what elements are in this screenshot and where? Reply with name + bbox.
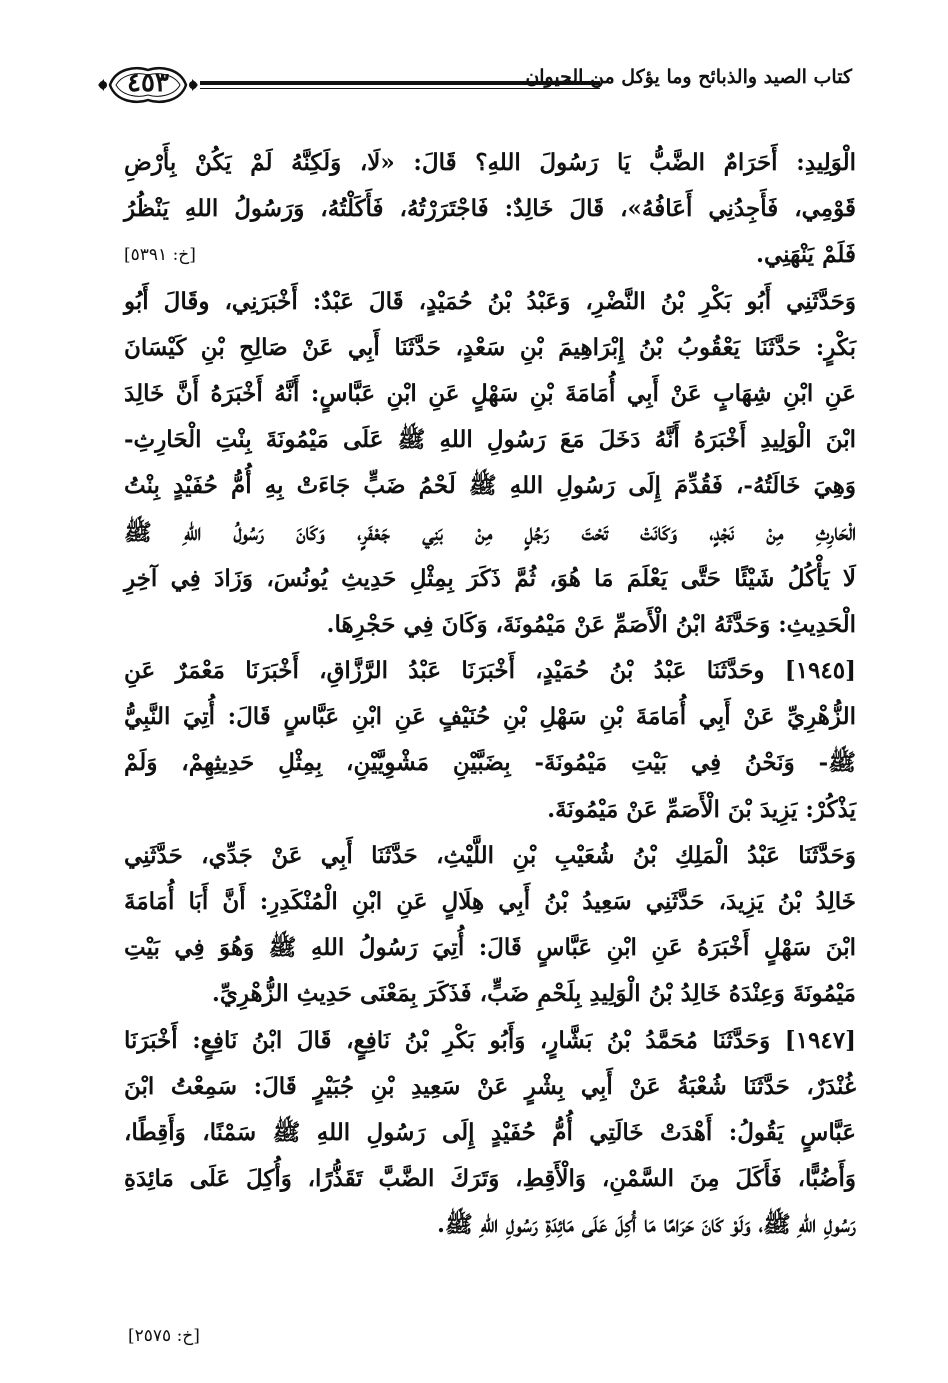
text-line: وَحَدَّثَنِي أَبُو بَكْرِ بْنُ النَّضْرِ، وَعَبْدُ بْنُ حُمَيْدٍ، قَالَ عَبْدٌ: أَخْبَرَنِي، وقَالَ أَبُو	[124, 287, 856, 315]
text-line: وَأَضُبًّا، فَأَكَلَ مِنَ السَّمْنِ، وَالْأَقِطِ، وَتَرَكَ الضَّبَّ تَقَذُّرًا، وَأُكِلَ عَلَى مَائِدَةِ	[124, 1165, 856, 1193]
text-line: لَا يَأْكُلُ شَيْئًا حَتَّى يَعْلَمَ مَا هُوَ، ثُمَّ ذَكَرَ بِمِثْلِ حَدِيثِ يُونُسَ، وَزَادَ فِي آخِرِ	[124, 564, 856, 592]
text-line: مَيْمُونَةَ وَعِنْدَهُ خَالِدُ بْنُ الْوَلِيدِ بِلَحْمِ ضَبٍّ، فَذَكَرَ بِمَعْنَى حَدِيثِ الزُّهْرِيِّ.	[211, 980, 856, 1008]
text-line: ابْنَ الْوَلِيدِ أَخْبَرَهُ أَنَّهُ دَخَلَ مَعَ رَسُولِ اللهِ ﷺ عَلَى مَيْمُونَةَ بِنْتِ الْحَارِثِ-	[124, 426, 856, 454]
text-line: غُنْدَرٌ، حَدَّثَنَا شُعْبَةُ عَنْ أَبِي بِشْرٍ عَنْ سَعِيدِ بْنِ جُبَيْرٍ قَالَ: سَمِعْتُ ابْنَ	[124, 1072, 856, 1100]
text-line: قَوْمِي، فَأَجِدُنِي أَعَافُهُ»، قَالَ خَالِدٌ: فَاجْتَرَرْتُهُ، فَأَكَلْتُهُ، وَرَسُولُ اللهِ يَنْظُرُ	[124, 195, 856, 223]
text-line: ﷺ- وَنَحْنُ فِي بَيْتِ مَيْمُونَةَ- بِضَبَّيْنِ مَشْوِيَّيْنِ، بِمِثْلِ حَدِيثِهِمْ، وَلَمْ	[124, 749, 856, 777]
paragraph	[124, 648, 856, 833]
text-line: عَبَّاسٍ يَقُولُ: أَهْدَتْ خَالَتِي أُمُّ حُفَيْدٍ إِلَى رَسُولِ اللهِ ﷺ سَمْنًا، وَأَقِطًا،	[124, 1118, 856, 1146]
paragraph	[124, 833, 856, 1018]
text-line: [١٩٤٥] وحَدَّثَنَا عَبْدُ بْنُ حُمَيْدٍ، أَخْبَرَنَا عَبْدُ الرَّزَّاقِ، أَخْبَرَنَا مَعْمَرٌ عَنِ	[124, 657, 856, 685]
text-line: الْحَارِثِ مِنْ نَجْدٍ، وَكَانَتْ تَحْتَ رَجُلٍ مِنْ بَنِي جَعْفَرٍ، وَكَانَ رَسُولُ اللهِ ﷺ	[124, 518, 856, 546]
hadith-reference: [خ: ٥٣٩١]	[124, 245, 196, 266]
text-line	[124, 232, 856, 278]
text-line-content: فَلَمْ يَنْهَنِي.	[756, 241, 856, 269]
paragraph	[124, 279, 856, 649]
page-body	[124, 140, 856, 1249]
text-line: وَهِيَ خَالَتُهُ-، فَقُدِّمَ إِلَى رَسُولِ اللهِ ﷺ لَحْمُ ضَبٍّ جَاءَتْ بِهِ أُمُّ حُفَيْدٍ بِنْتُ	[124, 472, 856, 500]
text-line: [١٩٤٧] وَحَدَّثَنَا مُحَمَّدُ بْنُ بَشَّارٍ، وَأَبُو بَكْرِ بْنُ نَافِعٍ، قَالَ ابْنُ نَافِعٍ: أَخْبَرَنَا	[124, 1026, 856, 1054]
text-line: يَذْكُرْ: يَزِيدَ بْنَ الْأَصَمِّ عَنْ مَيْمُونَةَ.	[547, 795, 856, 823]
text-line: عَنِ ابْنِ شِهَابٍ عَنْ أَبِي أُمَامَةَ بْنِ سَهْلٍ عَنِ ابْنِ عَبَّاسٍ: أَنَّهُ أَخْبَرَهُ أَنَّ خَالِدَ	[124, 379, 856, 407]
page-header	[96, 58, 852, 122]
hadith-reference: [خ: ٢٥٧٥]	[128, 1326, 200, 1346]
running-title: كتاب الصيد والذبائح وما يؤكل من الحيوان	[525, 66, 852, 88]
text-line: بَكْرٍ: حَدَّثَنَا يَعْقُوبُ بْنُ إِبْرَاهِيمَ بْنِ سَعْدٍ، حَدَّثَنَا أَبِي عَنْ صَالِحِ بْنِ كَيْسَانَ	[124, 333, 856, 361]
paragraph	[124, 1018, 856, 1249]
text-line: خَالِدُ بْنُ يَزِيدَ، حَدَّثَنِي سَعِيدُ بْنُ أَبِي هِلَالٍ عَنِ ابْنِ الْمُنْكَدِرِ: أَنَّ أَبَا أُمَامَةَ	[124, 888, 856, 915]
text-line: الْحَدِيثِ: وَحَدَّثَهُ ابْنُ الْأَصَمِّ عَنْ مَيْمُونَةَ، وَكَانَ فِي حَجْرِهَا.	[326, 610, 856, 638]
page-number: ٤٥٣	[127, 68, 169, 98]
text-line: رَسُولِ اللهِ ﷺ، وَلَوْ كَانَ حَرَامًا مَا أُكِلَ عَلَى مَائِدَةِ رَسُولِ اللهِ ﷺ.	[437, 1211, 856, 1239]
text-line: الْوَلِيدِ: أَحَرَامٌ الضَّبُّ يَا رَسُولَ اللهِ؟ قَالَ: «لَا، وَلَكِنَّهُ لَمْ يَكُنْ بِأَرْضِ	[124, 149, 856, 176]
text-line: وَحَدَّثَنَا عَبْدُ الْمَلِكِ بْنُ شُعَيْبِ بْنِ اللَّيْثِ، حَدَّثَنَا أَبِي عَنْ جَدِّي، حَدَّثَنِي	[124, 841, 856, 869]
paragraph	[124, 140, 856, 279]
text-line: الزُّهْرِيِّ عَنْ أَبِي أُمَامَةَ بْنِ سَهْلِ بْنِ حُنَيْفٍ عَنِ ابْنِ عَبَّاسٍ قَالَ: أُتِيَ النَّبِيُّ	[124, 703, 856, 731]
text-line: ابْنَ سَهْلٍ أَخْبَرَهُ عَنِ ابْنِ عَبَّاسٍ قَالَ: أُتِيَ رَسُولُ اللهِ ﷺ وَهُوَ فِي بَيْتِ	[124, 934, 856, 962]
